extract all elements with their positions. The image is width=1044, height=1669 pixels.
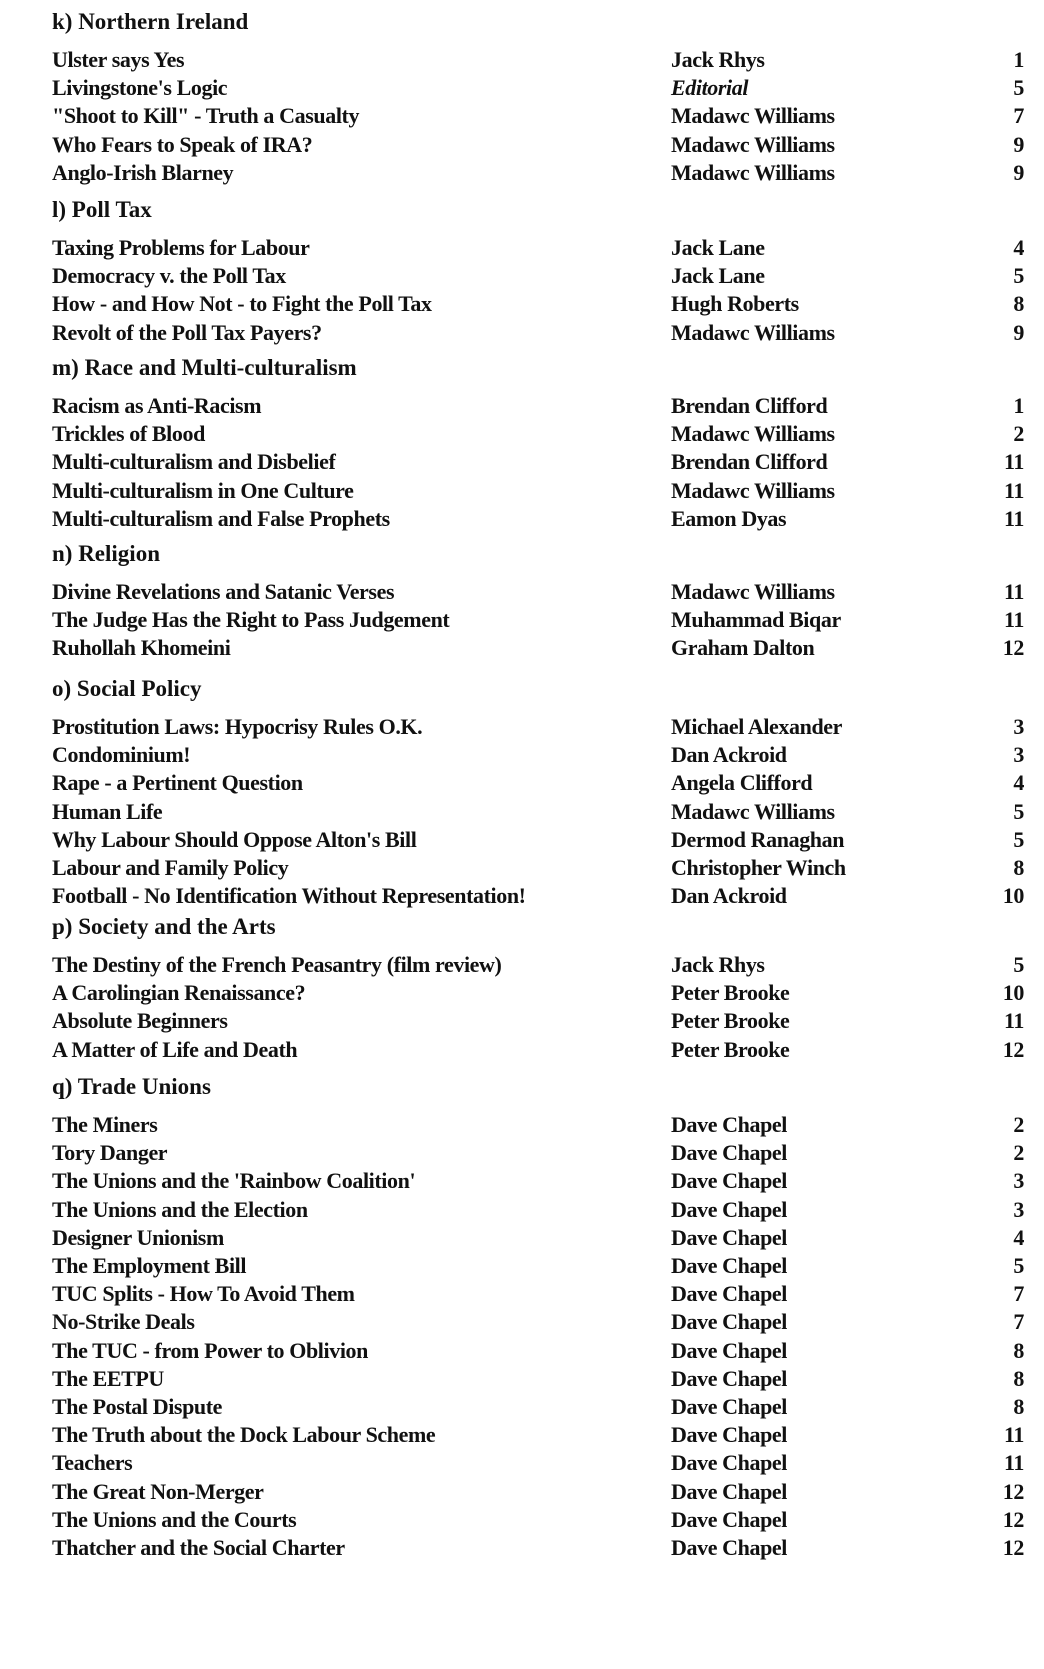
entry-author: Peter Brooke (671, 1036, 790, 1062)
entry-issue-number: 3 (1013, 1168, 1024, 1194)
entry-issue-number: 11 (1004, 1450, 1024, 1476)
index-entry-row (0, 798, 1044, 826)
entry-issue-number: 12 (1002, 1478, 1024, 1504)
entry-title: A Carolingian Renaissance? (52, 980, 306, 1006)
entry-issue-number: 5 (1013, 263, 1024, 289)
entry-issue-number: 11 (1004, 607, 1024, 633)
entry-author: Dave Chapel (671, 1168, 787, 1194)
index-entry-row (0, 741, 1044, 769)
entry-author: Dave Chapel (671, 1281, 787, 1307)
entry-issue-number: 8 (1013, 1394, 1024, 1419)
entry-author: Hugh Roberts (671, 291, 799, 317)
entry-title: Prostitution Laws: Hypocrisy Rules O.K. (52, 714, 423, 739)
entry-author: Dave Chapel (671, 1253, 787, 1278)
entry-title: Ulster says Yes (52, 47, 185, 72)
entry-author: Dave Chapel (671, 1112, 787, 1137)
index-entry-row (0, 131, 1044, 159)
entry-issue-number: 9 (1013, 319, 1024, 345)
entry-title: Tory Danger (52, 1140, 168, 1166)
entry-issue-number: 11 (1004, 449, 1024, 475)
index-entry-row (0, 854, 1044, 882)
index-entry-row (0, 1252, 1044, 1280)
entry-author: Brendan Clifford (671, 449, 828, 475)
entry-title: Absolute Beginners (52, 1008, 228, 1034)
entry-issue-number: 5 (1013, 1253, 1024, 1278)
entry-issue-number: 5 (1013, 798, 1024, 824)
entry-issue-number: 3 (1013, 714, 1024, 739)
entry-issue-number: 4 (1013, 1224, 1024, 1250)
entry-title: Teachers (52, 1450, 133, 1476)
entry-title: Anglo-Irish Blarney (52, 159, 234, 185)
index-entry-row (0, 1393, 1044, 1421)
entry-author: Dave Chapel (671, 1450, 787, 1476)
entry-issue-number: 2 (1013, 421, 1024, 447)
entry-title: Democracy v. the Poll Tax (52, 263, 286, 289)
index-entry-row (0, 392, 1044, 420)
entry-title: Human Life (52, 798, 163, 824)
entry-author: Dave Chapel (671, 1478, 787, 1504)
entry-title: The Truth about the Dock Labour Scheme (52, 1422, 436, 1448)
entry-author: Dan Ackroid (671, 883, 787, 909)
entry-author: Muhammad Biqar (671, 607, 841, 633)
entry-issue-number: 10 (1002, 883, 1024, 909)
index-entry-row (0, 1308, 1044, 1336)
entry-issue-number: 12 (1002, 1506, 1024, 1532)
entry-title: Racism as Anti-Racism (52, 393, 262, 418)
entry-issue-number: 11 (1004, 1008, 1024, 1034)
index-entry-row (0, 477, 1044, 505)
index-entry-row (0, 319, 1044, 347)
entry-title: Divine Revelations and Satanic Verses (52, 579, 395, 604)
entry-title: Football - No Identification Without Representation! (52, 883, 526, 909)
entry-title: "Shoot to Kill" - Truth a Casualty (52, 103, 360, 129)
entry-issue-number: 8 (1013, 1337, 1024, 1363)
entry-title: TUC Splits - How To Avoid Them (52, 1281, 355, 1307)
entry-author: Dave Chapel (671, 1224, 787, 1250)
index-entry-row (0, 420, 1044, 448)
entry-author: Dave Chapel (671, 1394, 787, 1419)
index-entry-row (0, 102, 1044, 130)
entry-issue-number: 9 (1013, 159, 1024, 185)
index-entry-row (0, 951, 1044, 979)
entry-author: Dave Chapel (671, 1337, 787, 1363)
entry-title: The Judge Has the Right to Pass Judgement (52, 607, 450, 633)
index-entry-row (0, 606, 1044, 634)
index-entry-row (0, 979, 1044, 1007)
entry-title: Livingstone's Logic (52, 75, 228, 101)
entry-issue-number: 9 (1013, 131, 1024, 157)
entry-author: Madawc Williams (671, 798, 835, 824)
index-entry-row (0, 262, 1044, 290)
entry-author: Dave Chapel (671, 1422, 787, 1448)
index-entry-row (0, 1449, 1044, 1477)
index-entry-row (0, 1139, 1044, 1167)
entry-title: Designer Unionism (52, 1224, 224, 1250)
entry-author: Dave Chapel (671, 1506, 787, 1532)
entry-title: How - and How Not - to Fight the Poll Tax (52, 291, 432, 317)
index-entry-row (0, 74, 1044, 102)
entry-issue-number: 1 (1013, 47, 1024, 72)
entry-title: The Employment Bill (52, 1253, 247, 1278)
entry-author: Dermod Ranaghan (671, 826, 845, 852)
entry-title: Multi-culturalism and Disbelief (52, 449, 336, 475)
entry-title: Labour and Family Policy (52, 855, 289, 880)
index-entry-row (0, 578, 1044, 606)
index-entry-row (0, 713, 1044, 741)
entry-author: Madawc Williams (671, 159, 835, 185)
entry-issue-number: 7 (1013, 103, 1024, 129)
index-entry-row (0, 1196, 1044, 1224)
entry-issue-number: 7 (1013, 1309, 1024, 1335)
section-heading: m) Race and Multi-culturalism (52, 355, 357, 380)
entry-author: Madawc Williams (671, 477, 835, 503)
entry-issue-number: 7 (1013, 1281, 1024, 1307)
entry-issue-number: 11 (1004, 579, 1024, 604)
index-entry-row (0, 1007, 1044, 1035)
entry-issue-number: 11 (1004, 1422, 1024, 1448)
index-entry-row (0, 46, 1044, 74)
entry-issue-number: 11 (1004, 505, 1024, 531)
index-entry-row (0, 234, 1044, 262)
index-entry-row (0, 1506, 1044, 1534)
entry-author: Eamon Dyas (671, 505, 787, 531)
entry-issue-number: 2 (1013, 1112, 1024, 1137)
entry-author: Madawc Williams (671, 319, 835, 345)
index-entry-row (0, 1167, 1044, 1195)
entry-issue-number: 12 (1002, 1535, 1024, 1560)
entry-author: Jack Lane (671, 235, 765, 260)
entry-issue-number: 2 (1013, 1140, 1024, 1166)
entry-title: No-Strike Deals (52, 1309, 195, 1335)
index-entry-row (0, 826, 1044, 854)
entry-author: Madawc Williams (671, 579, 835, 604)
entry-title: The Unions and the Election (52, 1196, 308, 1222)
index-entry-row (0, 448, 1044, 476)
entry-title: The EETPU (52, 1365, 164, 1391)
entry-author: Dave Chapel (671, 1140, 787, 1166)
entry-author: Peter Brooke (671, 1008, 790, 1034)
entry-title: Multi-culturalism in One Culture (52, 477, 354, 503)
entry-author: Editorial (671, 75, 749, 101)
entry-issue-number: 12 (1002, 1036, 1024, 1062)
entry-author: Michael Alexander (671, 714, 843, 739)
entry-issue-number: 10 (1002, 980, 1024, 1006)
entry-issue-number: 12 (1002, 635, 1024, 661)
entry-author: Dave Chapel (671, 1309, 787, 1335)
entry-title: Taxing Problems for Labour (52, 235, 310, 260)
entry-issue-number: 8 (1013, 291, 1024, 317)
section-heading: l) Poll Tax (52, 197, 152, 222)
entry-author: Dave Chapel (671, 1196, 787, 1222)
index-entry-row (0, 1337, 1044, 1365)
index-entry-row (0, 159, 1044, 187)
entry-title: Ruhollah Khomeini (52, 635, 231, 661)
entry-author: Madawc Williams (671, 421, 835, 447)
entry-author: Madawc Williams (671, 103, 835, 129)
index-entry-row (0, 290, 1044, 318)
entry-title: Who Fears to Speak of IRA? (52, 131, 313, 157)
entry-title: Multi-culturalism and False Prophets (52, 505, 390, 531)
entry-title: The Unions and the 'Rainbow Coalition' (52, 1168, 416, 1194)
entry-title: Why Labour Should Oppose Alton's Bill (52, 826, 417, 852)
entry-author: Angela Clifford (671, 770, 813, 796)
section-heading: k) Northern Ireland (52, 9, 249, 34)
entry-author: Jack Rhys (671, 952, 765, 977)
entry-author: Dave Chapel (671, 1365, 787, 1391)
entry-author: Christopher Winch (671, 855, 846, 880)
section-heading: n) Religion (52, 541, 160, 566)
entry-issue-number: 4 (1013, 770, 1024, 796)
index-entry-row (0, 1280, 1044, 1308)
entry-issue-number: 3 (1013, 742, 1024, 768)
index-entry-row (0, 634, 1044, 662)
entry-author: Brendan Clifford (671, 393, 828, 418)
index-entry-row (0, 505, 1044, 533)
entry-title: Revolt of the Poll Tax Payers? (52, 319, 322, 345)
entry-title: Condominium! (52, 742, 191, 768)
entry-issue-number: 11 (1004, 477, 1024, 503)
section-heading: p) Society and the Arts (52, 914, 276, 939)
entry-issue-number: 8 (1013, 1365, 1024, 1391)
index-entry-row (0, 1036, 1044, 1064)
entry-issue-number: 5 (1013, 826, 1024, 852)
entry-issue-number: 5 (1013, 952, 1024, 977)
index-entry-row (0, 882, 1044, 910)
section-heading: o) Social Policy (52, 676, 202, 701)
entry-author: Jack Lane (671, 263, 765, 289)
entry-title: The Destiny of the French Peasantry (film review) (52, 952, 502, 977)
entry-title: Trickles of Blood (52, 421, 205, 447)
entry-author: Dan Ackroid (671, 742, 787, 768)
entry-issue-number: 1 (1013, 393, 1024, 418)
index-entry-row (0, 1365, 1044, 1393)
entry-title: Thatcher and the Social Charter (52, 1535, 345, 1560)
entry-title: The Great Non-Merger (52, 1478, 264, 1504)
entry-issue-number: 5 (1013, 75, 1024, 101)
index-entry-row (0, 1224, 1044, 1252)
entry-author: Peter Brooke (671, 980, 790, 1006)
entry-author: Dave Chapel (671, 1535, 787, 1560)
entry-title: The TUC - from Power to Oblivion (52, 1337, 368, 1363)
entry-author: Graham Dalton (671, 635, 815, 661)
index-entry-row (0, 769, 1044, 797)
entry-title: The Unions and the Courts (52, 1506, 297, 1532)
entry-author: Madawc Williams (671, 131, 835, 157)
entry-issue-number: 8 (1013, 855, 1024, 880)
section-heading: q) Trade Unions (52, 1074, 211, 1099)
index-entry-row (0, 1534, 1044, 1562)
index-entry-row (0, 1478, 1044, 1506)
index-entry-row (0, 1421, 1044, 1449)
entry-title: The Miners (52, 1112, 158, 1137)
entry-issue-number: 4 (1013, 235, 1024, 260)
entry-title: Rape - a Pertinent Question (52, 770, 303, 796)
entry-issue-number: 3 (1013, 1196, 1024, 1222)
index-entry-row (0, 1111, 1044, 1139)
entry-author: Jack Rhys (671, 47, 765, 72)
entry-title: A Matter of Life and Death (52, 1036, 298, 1062)
entry-title: The Postal Dispute (52, 1394, 223, 1419)
